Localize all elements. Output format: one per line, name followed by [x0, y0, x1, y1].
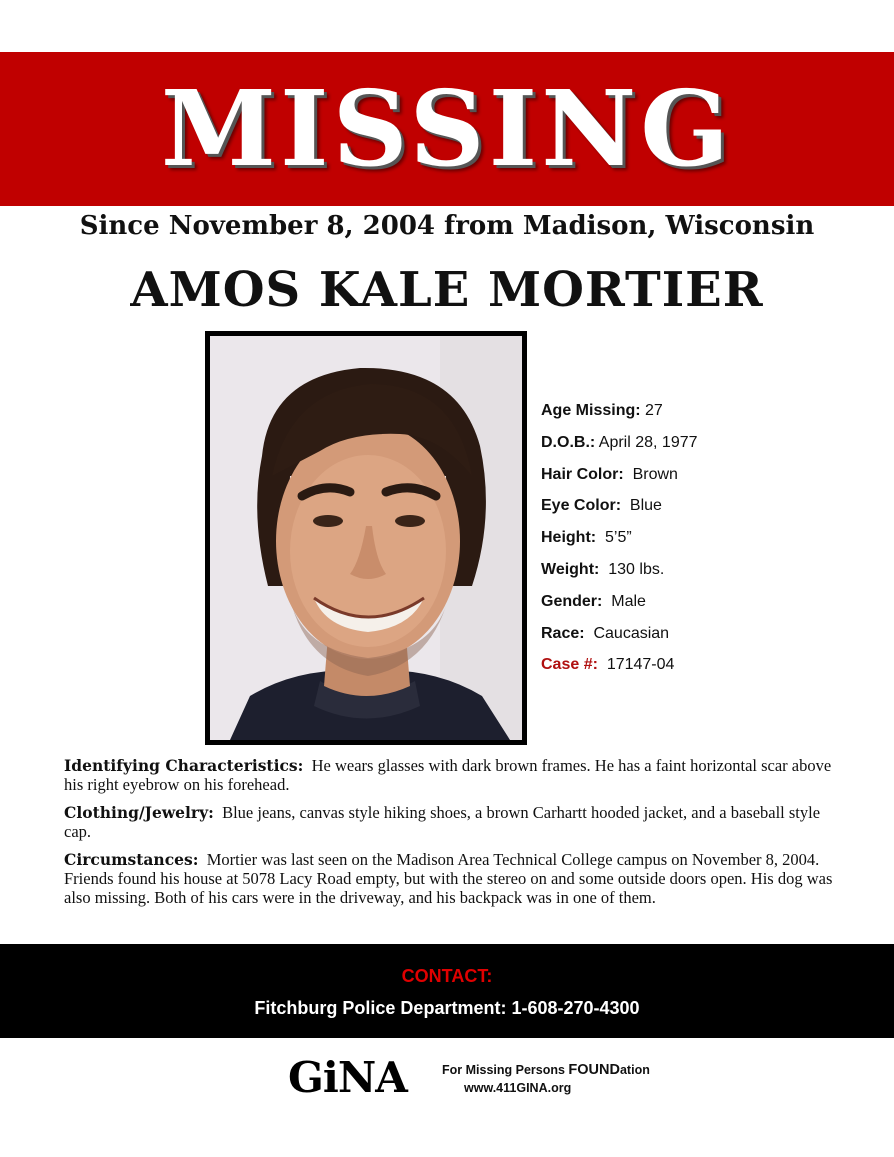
- case-details: [64, 756, 834, 916]
- contact-title: CONTACT:: [401, 966, 493, 986]
- person-name: AMOS KALE MORTIER: [130, 262, 764, 318]
- fact-gender: Gender: Male: [541, 592, 646, 610]
- fact-dob: D.O.B.: April 28, 1977: [541, 433, 698, 451]
- identifying-characteristics: Identifying Characteristics: He wears glasses with dark brown frames. He has a faint horizontal scar above his right eyebrow on his forehead.: [64, 756, 832, 794]
- gina-logo: GiNA: [288, 1053, 407, 1102]
- person-portrait-image: [210, 336, 522, 740]
- gina-website[interactable]: www.411GINA.org: [464, 1081, 572, 1095]
- contact-section: [0, 944, 894, 1038]
- fact-height: Height: 5’5”: [541, 529, 632, 547]
- clothing-jewelry: Clothing/Jewelry: Blue jeans, canvas style hiking shoes, a brown Carhartt hooded jacket, and a baseball style cap.: [64, 803, 821, 841]
- circumstances: Circumstances: Mortier was last seen on the Madison Area Technical College campus on November 8, 2004. Friends found his house at 5078 Lacy Road empty, but with the stereo on and some outside doors open. His dog was also missing. Both of his cars were in the driveway, and his backpack was in one of them.: [64, 850, 833, 907]
- fact-race: Race: Caucasian: [541, 624, 670, 642]
- fact-weight: Weight: 130 lbs.: [541, 560, 665, 578]
- physical-description-list: [541, 395, 698, 681]
- gina-tagline: For Missing Persons FOUNDation: [442, 1062, 650, 1078]
- contact-phone-line: Fitchburg Police Department: 1-608-270-4300: [254, 998, 640, 1018]
- fact-hair-color: Hair Color: Brown: [541, 465, 678, 483]
- fact-case-number: Case #: 17147-04: [541, 656, 675, 674]
- gina-footer: [288, 1053, 650, 1102]
- missing-banner: [0, 52, 894, 206]
- person-photo: [205, 331, 527, 745]
- fact-age-missing: Age Missing: 27: [541, 402, 663, 419]
- fact-eye-color: Eye Color: Blue: [541, 497, 662, 515]
- banner-title: MISSING: [160, 67, 734, 190]
- missing-since-line: Since November 8, 2004 from Madison, Wisconsin: [79, 211, 815, 241]
